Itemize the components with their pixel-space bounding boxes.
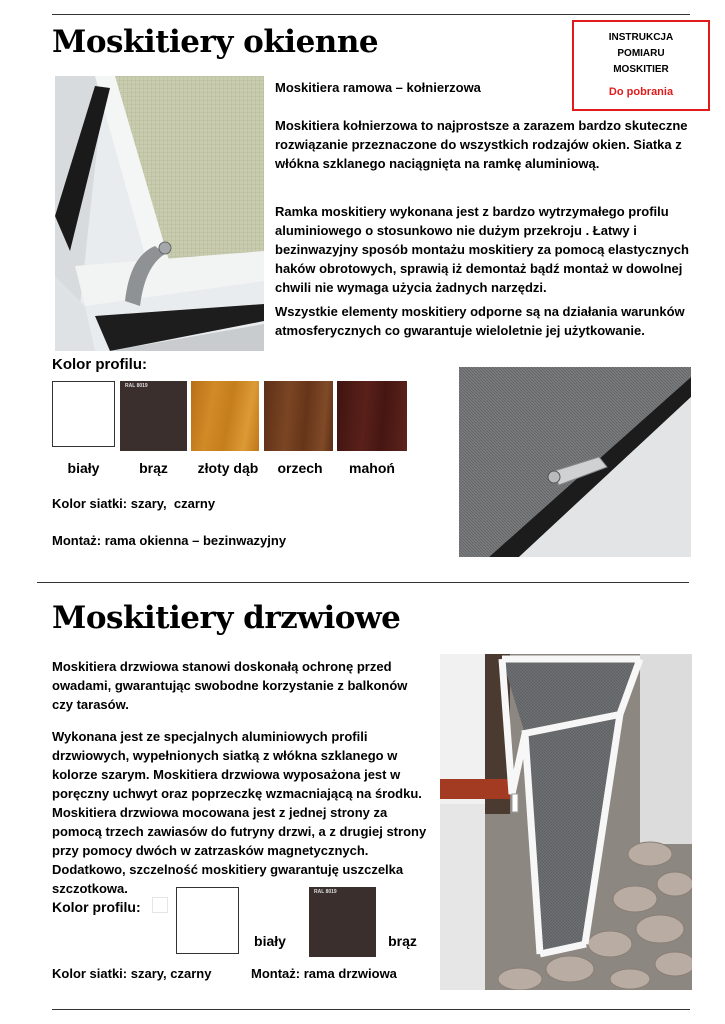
window-mosquito-net-photo [55, 76, 264, 351]
swatch-white [52, 381, 115, 447]
section-divider [37, 582, 689, 583]
door-profile-color-label: Kolor profilu: [52, 899, 141, 915]
window-mounting: Montaż: rama okienna – bezinwazyjny [52, 533, 287, 548]
bottom-rule [52, 1009, 690, 1010]
instruction-line-2: POMIARU [617, 48, 665, 59]
door-ral-code: RAL 8019 [314, 889, 337, 895]
top-rule [52, 14, 690, 15]
instruction-line-3: MOSKITIER [613, 64, 669, 75]
door-color-name-brown: brąz [388, 933, 417, 949]
swatch-walnut [264, 381, 333, 451]
color-name-white: biały [67, 460, 100, 476]
color-name-walnut: orzech [277, 460, 323, 476]
instruction-line-1: INSTRUKCJA [608, 32, 674, 43]
color-name-golden-oak: złoty dąb [197, 460, 259, 476]
color-name-brown: brąz [139, 460, 168, 476]
window-profile-color-label: Kolor profilu: [52, 356, 147, 373]
window-paragraph-1: Moskitiera kołnierzowa to najprostsze a zarazem bardzo skuteczne rozwiązanie przeznaczone do wszystkich rodzajów okien. Siatka z włókna szklanego naciągnięta na ramkę aluminiową. [275, 118, 688, 171]
door-paragraph-2: Wykonana jest ze specjalnych aluminiowych profili drzwiowych, wypełnionych siatką z włókna szklanego w kolorze szarym. Moskitiera drzwiowa wyposażona jest w poręczny uchwyt oraz poprzeczkę wzmacniającą na środku. Moskitiera drzwiowa mocowana jest z jednej strony za pomocą trzech zawiasów do futryny drzwi, a z drugiej strony przy pomocy dwóch w zatrzasków magnetycznych. Dodatkowo, szczelność moskitiery gwarantuję uszczelka szczotkowa. [52, 729, 427, 896]
window-section-title: Moskitiery okienne [52, 24, 379, 60]
instruction-box[interactable] [572, 20, 710, 111]
swatch-mahogany [337, 381, 407, 451]
frame-hook-photo [459, 367, 691, 557]
window-paragraph-3: Wszystkie elementy moskitiery odporne są na działania warunków atmosferycznych co gwarantuje wieloletnie jej użytkowanie. [275, 304, 685, 338]
door-mosquito-net-photo [440, 654, 692, 990]
window-section-subtitle: Moskitiera ramowa – kołnierzowa [275, 80, 481, 95]
door-color-name-white: biały [254, 933, 286, 949]
door-swatch-white [176, 887, 239, 954]
door-swatch-brown [309, 887, 376, 957]
window-paragraph-2: Ramka moskitiery wykonana jest z bardzo wytrzymałego profilu aluminiowego o stosunkowo nie dużym przekroju . Łatwy i bezinwazyjny sposób montażu moskitiery za pomocą elastycznych haków obrotowych, sprawią iż demontaż bądź montaż w dowolnej chwili nie wymaga użycia żadnych narzędzi. [275, 204, 689, 295]
color-name-mahogany: mahoń [349, 460, 395, 476]
door-mounting: Montaż: rama drzwiowa [251, 966, 397, 981]
door-paragraph-1: Moskitiera drzwiowa stanowi doskonałą ochronę przed owadami, gwarantując swobodne korzystanie z balkonów czy tarasów. [52, 659, 408, 712]
door-section-title: Moskitiery drzwiowe [52, 600, 401, 636]
door-label-box [152, 897, 168, 913]
ral-code: RAL 8019 [125, 383, 148, 389]
swatch-brown [120, 381, 187, 451]
door-mesh-color: Kolor siatki: szary, czarny [52, 966, 212, 981]
download-link[interactable]: Do pobrania [608, 86, 674, 98]
window-mesh-color: Kolor siatki: szary, czarny [52, 496, 216, 511]
swatch-golden-oak [191, 381, 259, 451]
